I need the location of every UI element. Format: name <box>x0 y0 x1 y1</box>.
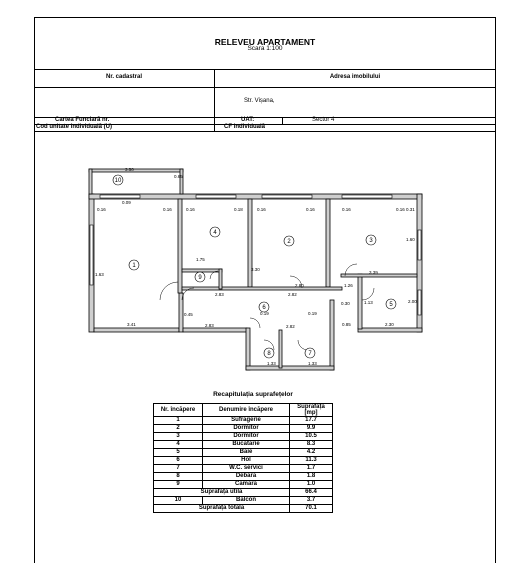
dimension-label: 0.65 <box>174 174 183 179</box>
door-swing <box>250 318 260 328</box>
room-number: 3 <box>369 238 373 244</box>
table-row <box>154 465 333 473</box>
door-swing <box>362 288 374 300</box>
dimension-label: 2.80 <box>295 283 304 288</box>
table-row <box>154 449 333 457</box>
cell-area: 17.7 <box>290 417 333 425</box>
wall <box>246 366 334 370</box>
cell-area: 4.2 <box>290 449 333 457</box>
col-header-nr: Nr. încăpere <box>154 404 203 417</box>
wall <box>326 199 330 287</box>
room-number: 7 <box>308 351 312 357</box>
room-number: 6 <box>262 305 266 311</box>
dimension-label: 2.30 <box>385 322 394 327</box>
table-header-row <box>154 404 333 417</box>
street-value: Str. Vișana, <box>244 98 275 104</box>
room-number: 4 <box>213 230 217 236</box>
table-row <box>154 473 333 481</box>
useful-area-row <box>154 489 333 497</box>
wall <box>341 274 417 277</box>
total-area-row <box>154 505 333 513</box>
table-row <box>154 441 333 449</box>
cell-nr: 7 <box>154 465 203 473</box>
balcony-row <box>154 497 333 505</box>
dimension-label: 1.60 <box>406 237 415 242</box>
window <box>196 195 236 198</box>
wall <box>183 328 247 332</box>
room-number: 2 <box>287 239 291 245</box>
door-swing <box>298 340 308 350</box>
dimension-label: 3.39 <box>369 270 378 275</box>
recap-title: Recapitulația suprafețelor <box>213 391 293 398</box>
room-number-marker <box>305 348 315 358</box>
dimension-label: 3.30 <box>251 267 260 272</box>
wall <box>180 169 183 194</box>
room-number-marker <box>264 348 274 358</box>
cell-name: Baie <box>203 449 290 457</box>
room-number-marker <box>284 236 294 246</box>
unit-code-label: Cod unitate individuală (U) <box>36 124 112 130</box>
cell-name: Sufragerie <box>203 417 290 425</box>
document-title: RELEVEU APARTAMENT <box>214 37 316 47</box>
wall <box>246 328 250 370</box>
wall <box>330 300 334 370</box>
table-row <box>154 425 333 433</box>
dimension-label: 2.83 <box>205 323 214 328</box>
window <box>262 195 312 198</box>
dimension-label: 0.18 <box>234 207 243 212</box>
wall <box>179 293 183 332</box>
dimension-label: 0.31 <box>406 207 415 212</box>
wall <box>248 199 252 287</box>
window <box>342 195 392 198</box>
dimension-label: 1.75 <box>196 257 205 262</box>
col-header-area: Suprafața [mp] <box>290 404 333 417</box>
wall <box>89 169 92 194</box>
cell-name: W.C. servici <box>203 465 290 473</box>
cell-nr: 10 <box>154 497 203 505</box>
total-area-value: 70.1 <box>290 505 333 513</box>
recap-table <box>153 403 333 513</box>
room-number: 5 <box>389 302 393 308</box>
room-number: 8 <box>267 351 271 357</box>
room-number: 9 <box>198 275 202 281</box>
cell-name: Cămară <box>203 481 290 489</box>
dimension-label: 0.45 <box>184 312 193 317</box>
individual-cf-label: CF individuală <box>224 124 266 130</box>
cell-area: 10.5 <box>290 433 333 441</box>
dimension-label: 1.13 <box>364 300 373 305</box>
dimension-label: 3.50 <box>125 167 134 172</box>
room-number-marker <box>210 227 220 237</box>
wall <box>182 269 222 272</box>
dimension-label: 0.16 <box>257 207 266 212</box>
wall <box>279 330 282 368</box>
cell-name: Dormitor <box>203 433 290 441</box>
cell-area: 9.9 <box>290 425 333 433</box>
dimension-label: 0.30 <box>341 301 350 306</box>
window <box>418 230 421 260</box>
dimension-label: 2.83 <box>215 292 224 297</box>
dimension-label: 3.41 <box>127 322 136 327</box>
wall <box>219 269 222 289</box>
wall <box>358 274 362 329</box>
cell-area: 1.7 <box>290 465 333 473</box>
dimension-label: 0.16 <box>163 207 172 212</box>
cell-nr: 8 <box>154 473 203 481</box>
window <box>90 225 93 285</box>
cadastral-number-label: Nr. cadastral <box>105 74 143 80</box>
room-number-marker <box>113 175 123 185</box>
cell-name: Hol <box>203 457 290 465</box>
total-area-label: Suprafața totală <box>154 505 290 513</box>
cell-nr: 6 <box>154 457 203 465</box>
door-swing <box>160 282 178 300</box>
room-number-marker <box>129 260 139 270</box>
dimension-label: 0.85 <box>342 322 351 327</box>
dimension-label: 0.19 <box>260 311 269 316</box>
dimension-label: 2.82 <box>288 292 297 297</box>
wall <box>94 328 179 332</box>
col-header-name: Denumire încăpere <box>203 404 290 417</box>
dimension-label: 2.00 <box>408 299 417 304</box>
uat-label: UAT: <box>241 117 255 123</box>
table-row <box>154 481 333 489</box>
room-number-marker <box>366 235 376 245</box>
window <box>100 195 140 198</box>
dimension-label: 0.16 <box>396 207 405 212</box>
cell-nr: 4 <box>154 441 203 449</box>
cell-name: Debara <box>203 473 290 481</box>
dimension-label: 0.09 <box>122 200 131 205</box>
cell-area: 1.0 <box>290 481 333 489</box>
cell-area: 11.3 <box>290 457 333 465</box>
dimension-label: 0.16 <box>186 207 195 212</box>
room-number-marker <box>386 299 396 309</box>
cell-area: 8.3 <box>290 441 333 449</box>
dimension-label: 1.33 <box>267 361 276 366</box>
cell-name: Bucătărie <box>203 441 290 449</box>
dimension-label: 0.16 <box>342 207 351 212</box>
cell-area: 3.7 <box>290 497 333 505</box>
room-number: 10 <box>114 178 122 184</box>
cell-area: 1.8 <box>290 473 333 481</box>
document-scale: Scara 1:100 <box>247 45 283 52</box>
dimension-label: 1.26 <box>344 283 353 288</box>
cell-nr: 5 <box>154 449 203 457</box>
window <box>418 290 421 315</box>
wall <box>89 169 183 172</box>
table-row <box>154 417 333 425</box>
cell-nr: 2 <box>154 425 203 433</box>
uat-value: Sector 4 <box>312 117 335 123</box>
cell-name: Dormitor <box>203 425 290 433</box>
room-number-marker <box>195 272 205 282</box>
wall <box>358 328 422 332</box>
dimension-label: 0.16 <box>97 207 106 212</box>
table-row <box>154 433 333 441</box>
table-row <box>154 457 333 465</box>
cell-name: Balcon <box>203 497 290 505</box>
dimension-label: 0.16 <box>306 207 315 212</box>
dimension-label: 0.19 <box>308 311 317 316</box>
wall <box>182 287 342 290</box>
cell-nr: 1 <box>154 417 203 425</box>
dimension-label: 1.33 <box>308 361 317 366</box>
dimension-label: 2.82 <box>286 324 295 329</box>
cell-nr: 3 <box>154 433 203 441</box>
useful-area-value: 66.4 <box>290 489 333 497</box>
land-book-label: Cartea Funciară nr. <box>55 117 110 123</box>
wall <box>178 199 182 293</box>
dimension-label: 1.63 <box>95 272 104 277</box>
useful-area-label: Suprafața utilă <box>154 489 290 497</box>
cell-nr: 9 <box>154 481 203 489</box>
room-number: 1 <box>132 263 136 269</box>
address-label: Adresa imobilului <box>329 74 381 80</box>
